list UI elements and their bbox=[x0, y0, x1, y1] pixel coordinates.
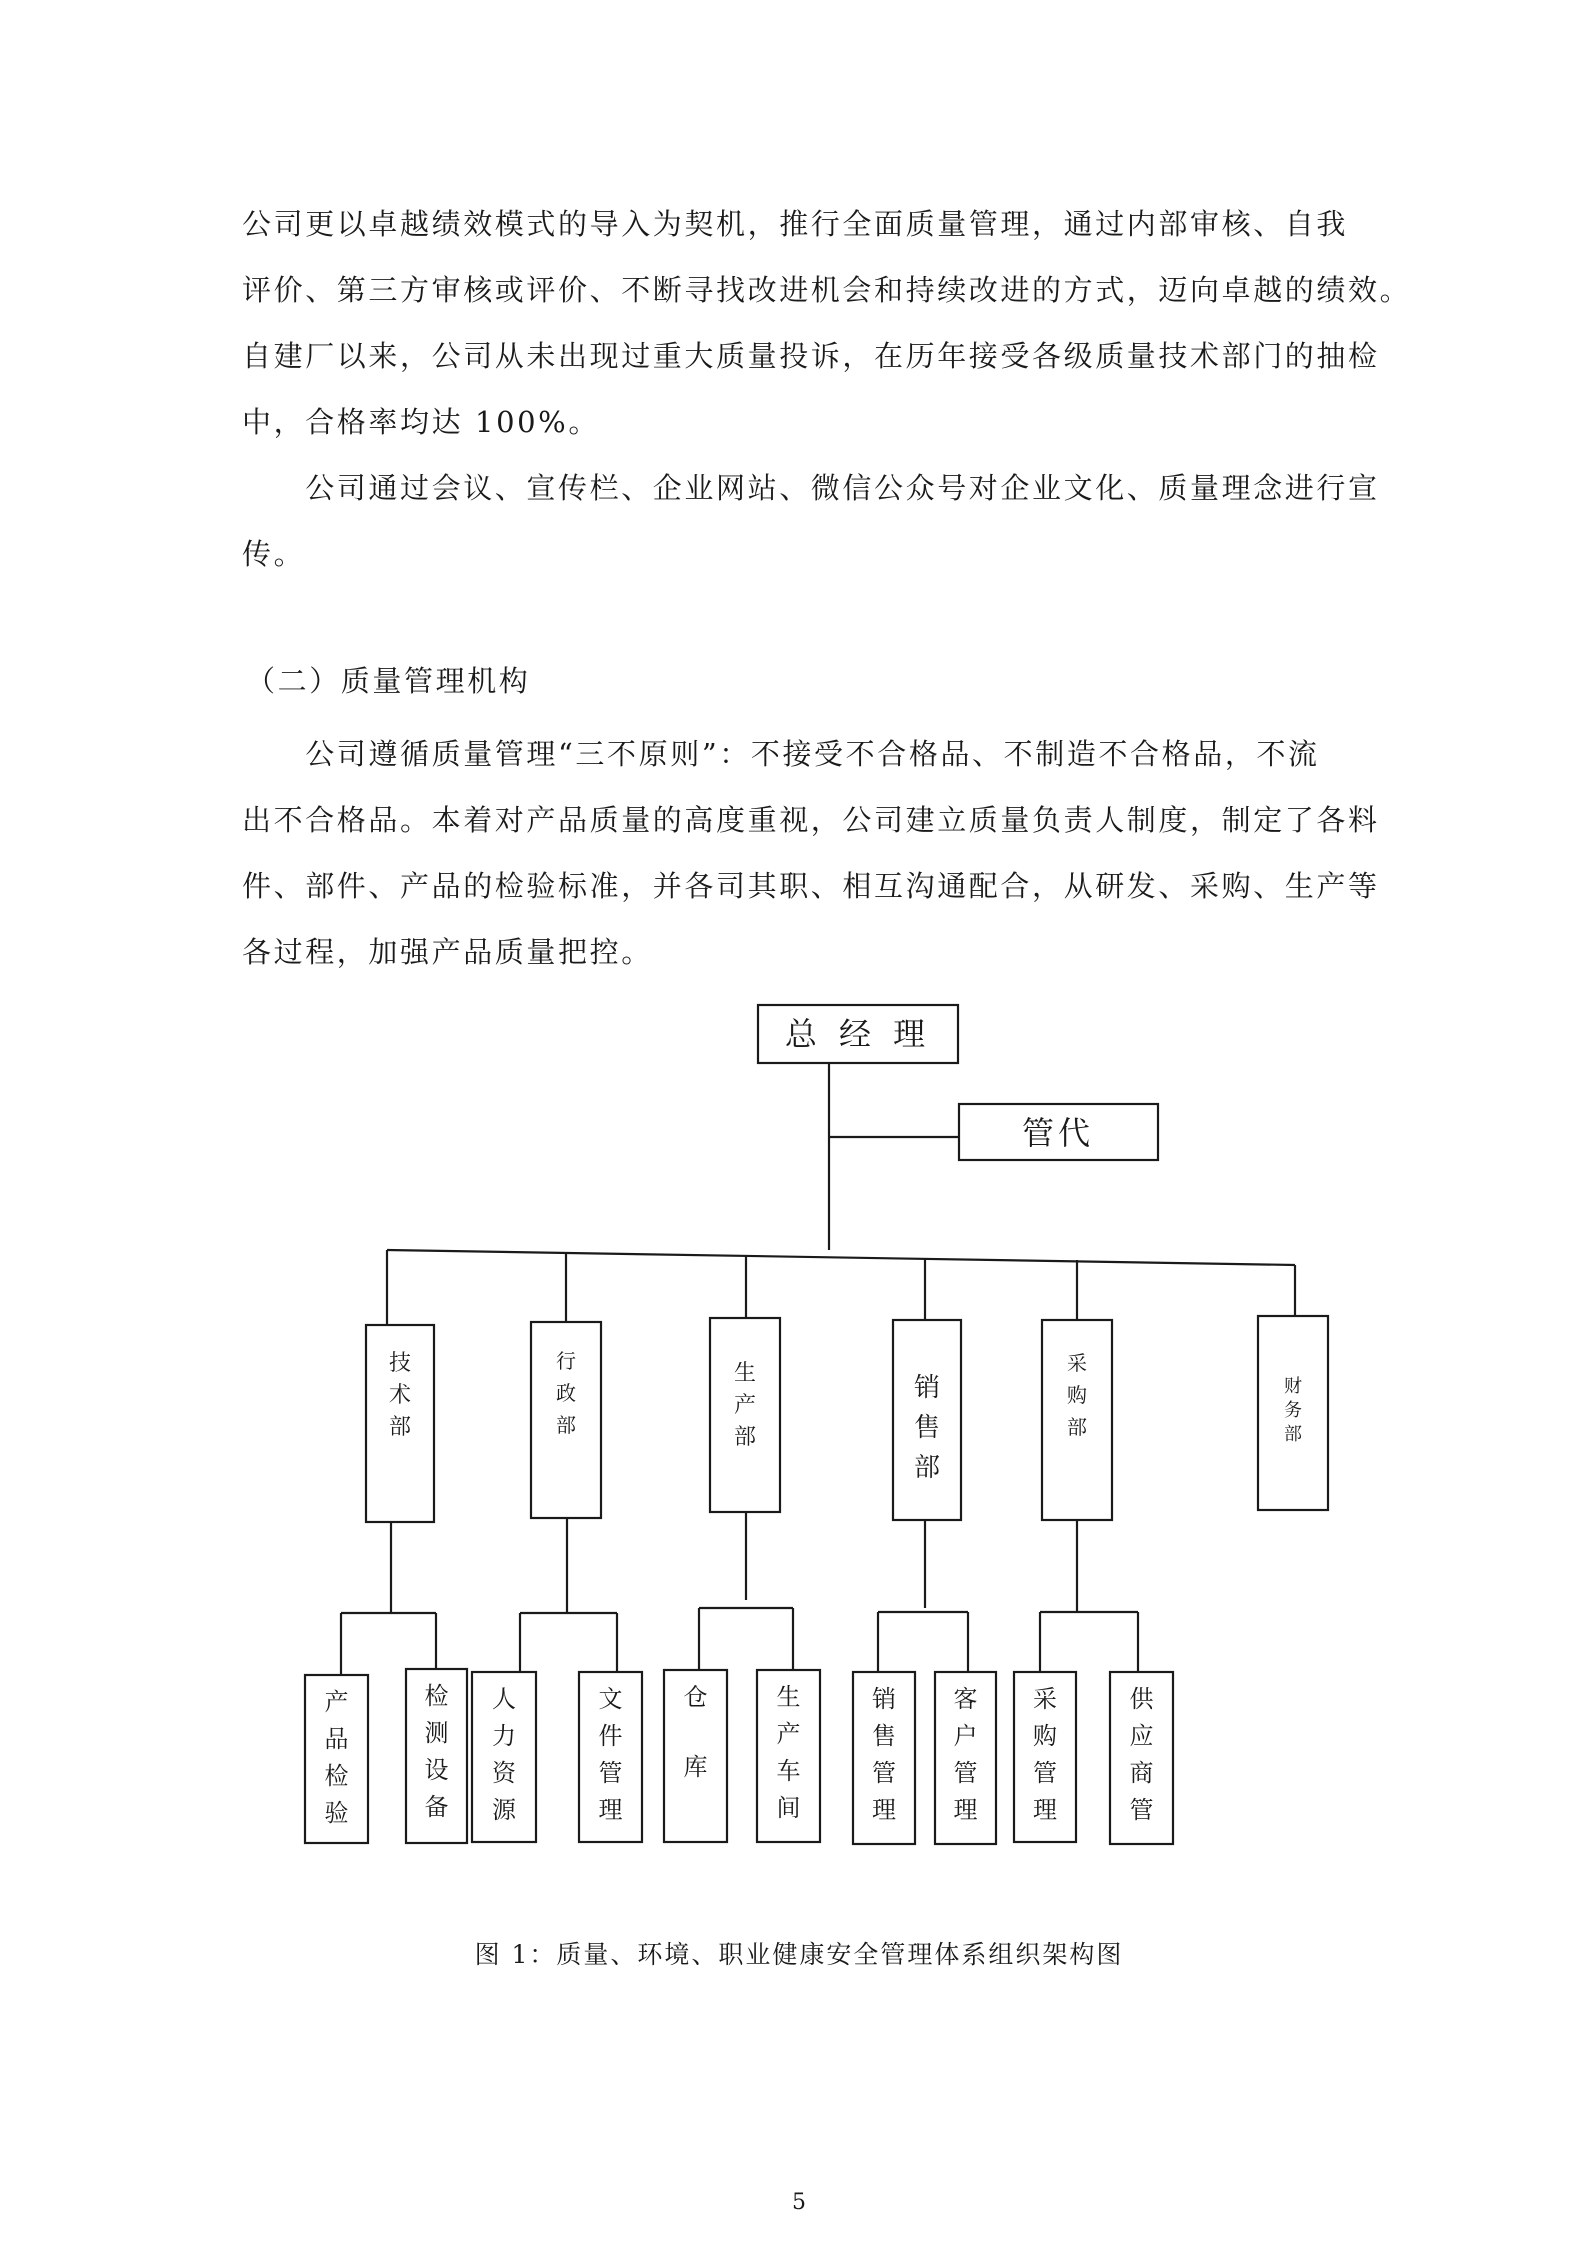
text-line: 公司更以卓越绩效模式的导入为契机，推行全面质量管理，通过内部审核、自我 bbox=[242, 207, 1349, 241]
vertical-char: 户 bbox=[953, 1722, 978, 1750]
vertical-char: 销 bbox=[913, 1373, 941, 1403]
vertical-char: 行 bbox=[556, 1349, 576, 1373]
gm-label: 总 经 理 bbox=[784, 1015, 932, 1053]
vertical-char: 人 bbox=[492, 1685, 516, 1713]
vertical-char: 理 bbox=[598, 1796, 623, 1824]
vertical-char: 仓 bbox=[683, 1683, 708, 1711]
department-label bbox=[556, 1349, 576, 1437]
figure-caption: 图 1：质量、环境、职业健康安全管理体系组织架构图 bbox=[474, 1940, 1124, 1969]
vertical-char: 文 bbox=[598, 1685, 623, 1713]
text-line: 自建厂以来，公司从未出现过重大质量投诉，在历年接受各级质量技术部门的抽检 bbox=[242, 339, 1380, 373]
text-line: 出不合格品。本着对产品质量的高度重视，公司建立质量负责人制度，制定了各料 bbox=[242, 803, 1380, 837]
vertical-char: 品 bbox=[324, 1725, 349, 1753]
vertical-char: 检 bbox=[324, 1762, 349, 1790]
text-line: 各过程，加强产品质量把控。 bbox=[242, 935, 653, 969]
department-label bbox=[914, 1373, 940, 1483]
department-label bbox=[1067, 1351, 1087, 1439]
section-heading: （二）质量管理机构 bbox=[246, 664, 531, 698]
vertical-char: 源 bbox=[492, 1796, 516, 1824]
department-label bbox=[1284, 1376, 1302, 1445]
vertical-char: 购 bbox=[1067, 1383, 1087, 1407]
department-layer bbox=[366, 1316, 1328, 1522]
vertical-char: 产 bbox=[324, 1688, 349, 1716]
page-number: 5 bbox=[792, 2190, 806, 2215]
vertical-char: 部 bbox=[733, 1425, 757, 1450]
vertical-char: 售 bbox=[913, 1413, 941, 1443]
vertical-char: 产 bbox=[733, 1393, 757, 1418]
vertical-char: 管 bbox=[598, 1759, 623, 1787]
vertical-char: 技 bbox=[388, 1351, 412, 1376]
vertical-char: 部 bbox=[913, 1453, 941, 1483]
vertical-char: 销 bbox=[872, 1685, 896, 1713]
vertical-char: 理 bbox=[1033, 1796, 1057, 1824]
vertical-char: 资 bbox=[492, 1759, 516, 1787]
vertical-char: 供 bbox=[1129, 1685, 1154, 1713]
vertical-char: 管 bbox=[953, 1759, 978, 1787]
vertical-char: 管 bbox=[1033, 1759, 1057, 1787]
vertical-char: 术 bbox=[388, 1383, 412, 1408]
vertical-char: 力 bbox=[492, 1722, 516, 1750]
vertical-char: 政 bbox=[556, 1381, 576, 1405]
vertical-char: 件 bbox=[598, 1722, 623, 1750]
vertical-char: 财 bbox=[1284, 1376, 1302, 1397]
department-label bbox=[389, 1351, 411, 1440]
vertical-char: 车 bbox=[776, 1757, 801, 1785]
vertical-char: 生 bbox=[776, 1683, 801, 1711]
text-line: 传。 bbox=[242, 537, 306, 571]
vertical-char: 部 bbox=[1067, 1415, 1087, 1439]
vertical-char: 应 bbox=[1129, 1722, 1154, 1750]
vertical-char: 采 bbox=[1067, 1351, 1087, 1375]
vertical-char: 部 bbox=[556, 1413, 576, 1437]
vertical-char: 设 bbox=[424, 1756, 449, 1784]
vertical-char: 管 bbox=[872, 1759, 896, 1787]
vertical-char: 验 bbox=[324, 1799, 349, 1827]
vertical-char: 产 bbox=[776, 1720, 801, 1748]
vertical-char: 测 bbox=[424, 1719, 449, 1747]
text-line: 评价、第三方审核或评价、不断寻找改进机会和持续改进的方式，迈向卓越的绩效。 bbox=[242, 273, 1412, 307]
vertical-char: 务 bbox=[1284, 1400, 1302, 1421]
vertical-char: 备 bbox=[424, 1793, 449, 1821]
vertical-char: 商 bbox=[1129, 1759, 1154, 1787]
deputy-label: 管代 bbox=[1021, 1114, 1095, 1152]
vertical-char: 购 bbox=[1033, 1722, 1057, 1750]
vertical-char: 检 bbox=[424, 1682, 449, 1710]
vertical-char: 理 bbox=[872, 1796, 896, 1824]
text-line: 公司遵循质量管理“三不原则”：不接受不合格品、不制造不合格品，不流 bbox=[242, 737, 1320, 771]
vertical-char: 生 bbox=[733, 1361, 757, 1386]
vertical-char: 售 bbox=[872, 1722, 896, 1750]
vertical-char: 部 bbox=[388, 1415, 412, 1440]
text-line: 件、部件、产品的检验标准，并各司其职、相互沟通配合，从研发、采购、生产等 bbox=[242, 869, 1380, 903]
vertical-char: 理 bbox=[953, 1796, 978, 1824]
text-line: 公司通过会议、宣传栏、企业网站、微信公众号对企业文化、质量理念进行宣 bbox=[242, 471, 1380, 505]
text-line: 中，合格率均达 100%。 bbox=[242, 405, 600, 439]
vertical-char: 采 bbox=[1033, 1685, 1057, 1713]
vertical-char: 管 bbox=[1129, 1796, 1154, 1824]
vertical-char: 部 bbox=[1284, 1424, 1302, 1445]
vertical-char: 客 bbox=[953, 1685, 978, 1713]
sub-unit-layer bbox=[305, 1669, 1173, 1844]
vertical-char: 库 bbox=[683, 1753, 708, 1781]
vertical-char: 间 bbox=[776, 1794, 801, 1822]
department-label bbox=[734, 1361, 756, 1450]
